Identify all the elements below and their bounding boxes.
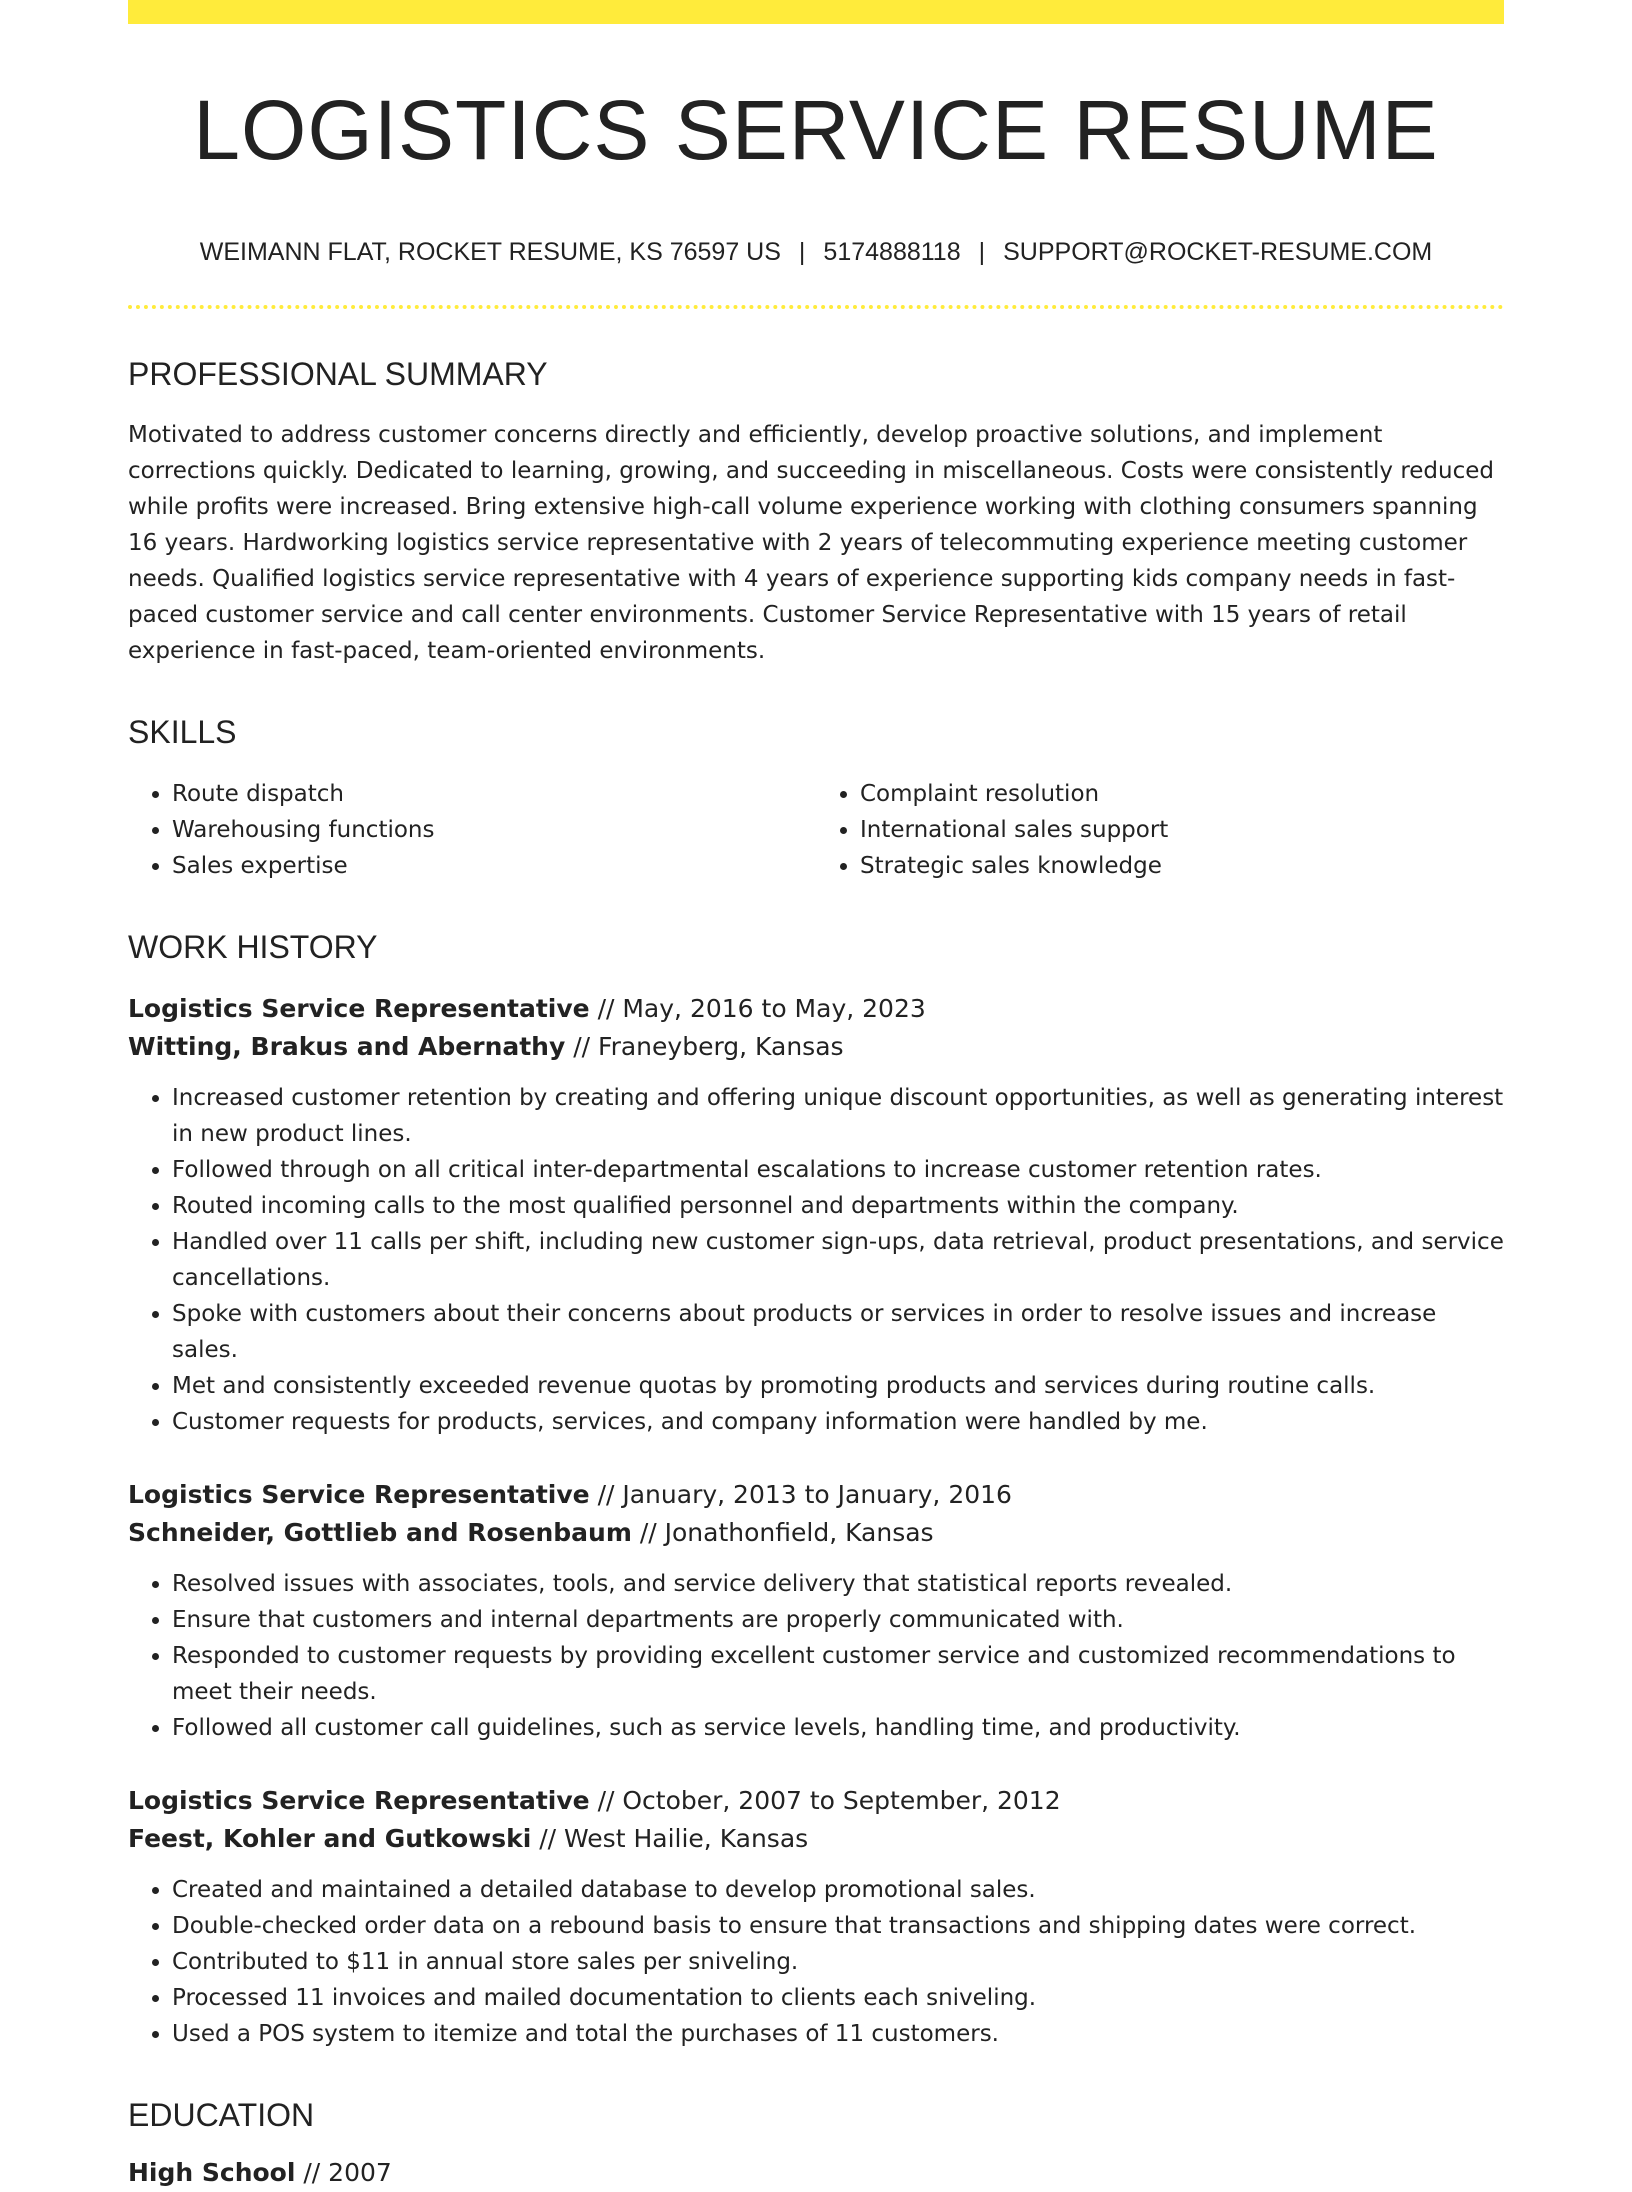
education-heading: EDUCATION <box>128 2096 315 2133</box>
job-company: Schneider, Gottlieb and Rosenbaum <box>128 1517 632 1547</box>
job-bullet: • Customer requests for products, services, and company information were handled by me. <box>172 1404 1504 1440</box>
skill-item: • Warehousing functions <box>172 812 816 848</box>
job-bullets <box>128 1080 1504 1440</box>
job-title-line <box>128 1476 1504 1514</box>
job-entry <box>128 990 1504 1440</box>
job-title: Logistics Service Representative <box>128 993 590 1023</box>
job-bullet: • Increased customer retention by creating and offering unique discount opportunities, as well as generating interest in new product lines. <box>172 1080 1504 1152</box>
job-company-line <box>128 1820 1504 1858</box>
education-year: // 2007 <box>295 2158 392 2188</box>
job-bullet: • Followed through on all critical inter-departmental escalations to increase customer retention rates. <box>172 1152 1504 1188</box>
job-location: // West Hailie, Kansas <box>531 1823 809 1853</box>
summary-heading: PROFESSIONAL SUMMARY <box>128 355 548 392</box>
skills-left-list <box>128 776 816 884</box>
contact-email: SUPPORT@ROCKET-RESUME.COM <box>1003 237 1433 266</box>
job-entry <box>128 1782 1504 2052</box>
skills-right-list <box>816 776 1504 884</box>
job-bullet: • Ensure that customers and internal departments are properly communicated with. <box>172 1602 1504 1638</box>
summary-section <box>128 355 1504 669</box>
job-title-line <box>128 990 1504 1028</box>
job-bullet: • Used a POS system to itemize and total the purchases of 11 customers. <box>172 2016 1504 2052</box>
skill-item: • Sales expertise <box>172 848 816 884</box>
job-bullet: • Handled over 11 calls per shift, including new customer sign-ups, data retrieval, product presentations, and service cancellations. <box>172 1224 1504 1296</box>
job-company-line <box>128 1028 1504 1066</box>
education-degree: High School <box>128 2158 296 2188</box>
job-bullet: • Responded to customer requests by providing excellent customer service and customized recommendations to meet their needs. <box>172 1638 1504 1710</box>
job-bullet: • Created and maintained a detailed database to develop promotional sales. <box>172 1872 1504 1908</box>
job-company: Witting, Brakus and Abernathy <box>128 1031 566 1061</box>
contact-address: WEIMANN FLAT, ROCKET RESUME, KS 76597 US <box>199 237 781 266</box>
skills-heading: SKILLS <box>128 714 237 751</box>
resume-title: LOGISTICS SERVICE RESUME <box>193 83 1439 177</box>
job-company: Feest, Kohler and Gutkowski <box>128 1823 532 1853</box>
job-bullet: • Routed incoming calls to the most qualified personnel and departments within the company. <box>172 1188 1504 1224</box>
job-bullet: • Processed 11 invoices and mailed documentation to clients each sniveling. <box>172 1980 1504 2016</box>
accent-bar <box>128 0 1504 24</box>
education-section <box>128 2096 1504 2192</box>
work-history-section <box>128 928 1504 2052</box>
job-location: // Franeyberg, Kansas <box>565 1031 844 1061</box>
skills-section <box>128 713 1504 883</box>
job-title: Logistics Service Representative <box>128 1479 590 1509</box>
skill-item: • International sales support <box>860 812 1504 848</box>
job-dates: // January, 2013 to January, 2016 <box>589 1479 1012 1509</box>
summary-text: Motivated to address customer concerns directly and efficiently, develop proactive solutions, and implement corrections quickly. Dedicated to learning, growing, and succeeding in miscellaneous. Costs were consistently reduced while profits were increased. Bring extensive high-call volume experience working with clothing consumers spanning 16 years. Hardworking logistics service representative with 2 years of telecommuting experience meeting customer needs. Qualified logistics service representative with 4 years of experience supporting kids company needs in fast-paced customer service and call center environments. Customer Service Representative with 15 years of retail experience in fast-paced, team-oriented environments. <box>128 422 1495 665</box>
job-bullets <box>128 1872 1504 2052</box>
job-bullet: • Contributed to $11 in annual store sales per sniveling. <box>172 1944 1504 1980</box>
job-title: Logistics Service Representative <box>128 1785 590 1815</box>
contact-line <box>128 237 1504 267</box>
contact-separator: | <box>798 237 806 266</box>
skills-columns <box>128 776 1504 884</box>
job-bullet: • Met and consistently exceeded revenue quotas by promoting products and services during routine calls. <box>172 1368 1504 1404</box>
job-location: // Jonathonfield, Kansas <box>631 1517 934 1547</box>
job-company-line <box>128 1514 1504 1552</box>
job-dates: // October, 2007 to September, 2012 <box>589 1785 1061 1815</box>
resume-page <box>128 0 1504 2192</box>
skill-item: • Strategic sales knowledge <box>860 848 1504 884</box>
job-bullet: • Spoke with customers about their concerns about products or services in order to resolve issues and increase sales. <box>172 1296 1504 1368</box>
dotted-divider <box>128 305 1504 309</box>
job-entry <box>128 1476 1504 1746</box>
job-bullet: • Double-checked order data on a rebound basis to ensure that transactions and shipping dates were correct. <box>172 1908 1504 1944</box>
skill-item: • Route dispatch <box>172 776 816 812</box>
job-bullets <box>128 1566 1504 1746</box>
contact-separator: | <box>978 237 986 266</box>
job-title-line <box>128 1782 1504 1820</box>
job-bullet: • Followed all customer call guidelines, such as service levels, handling time, and productivity. <box>172 1710 1504 1746</box>
job-bullet: • Resolved issues with associates, tools, and service delivery that statistical reports revealed. <box>172 1566 1504 1602</box>
contact-phone: 5174888118 <box>823 237 961 266</box>
education-entry <box>128 2154 1504 2192</box>
work-history-heading: WORK HISTORY <box>128 928 378 965</box>
skill-item: • Complaint resolution <box>860 776 1504 812</box>
job-dates: // May, 2016 to May, 2023 <box>589 993 926 1023</box>
